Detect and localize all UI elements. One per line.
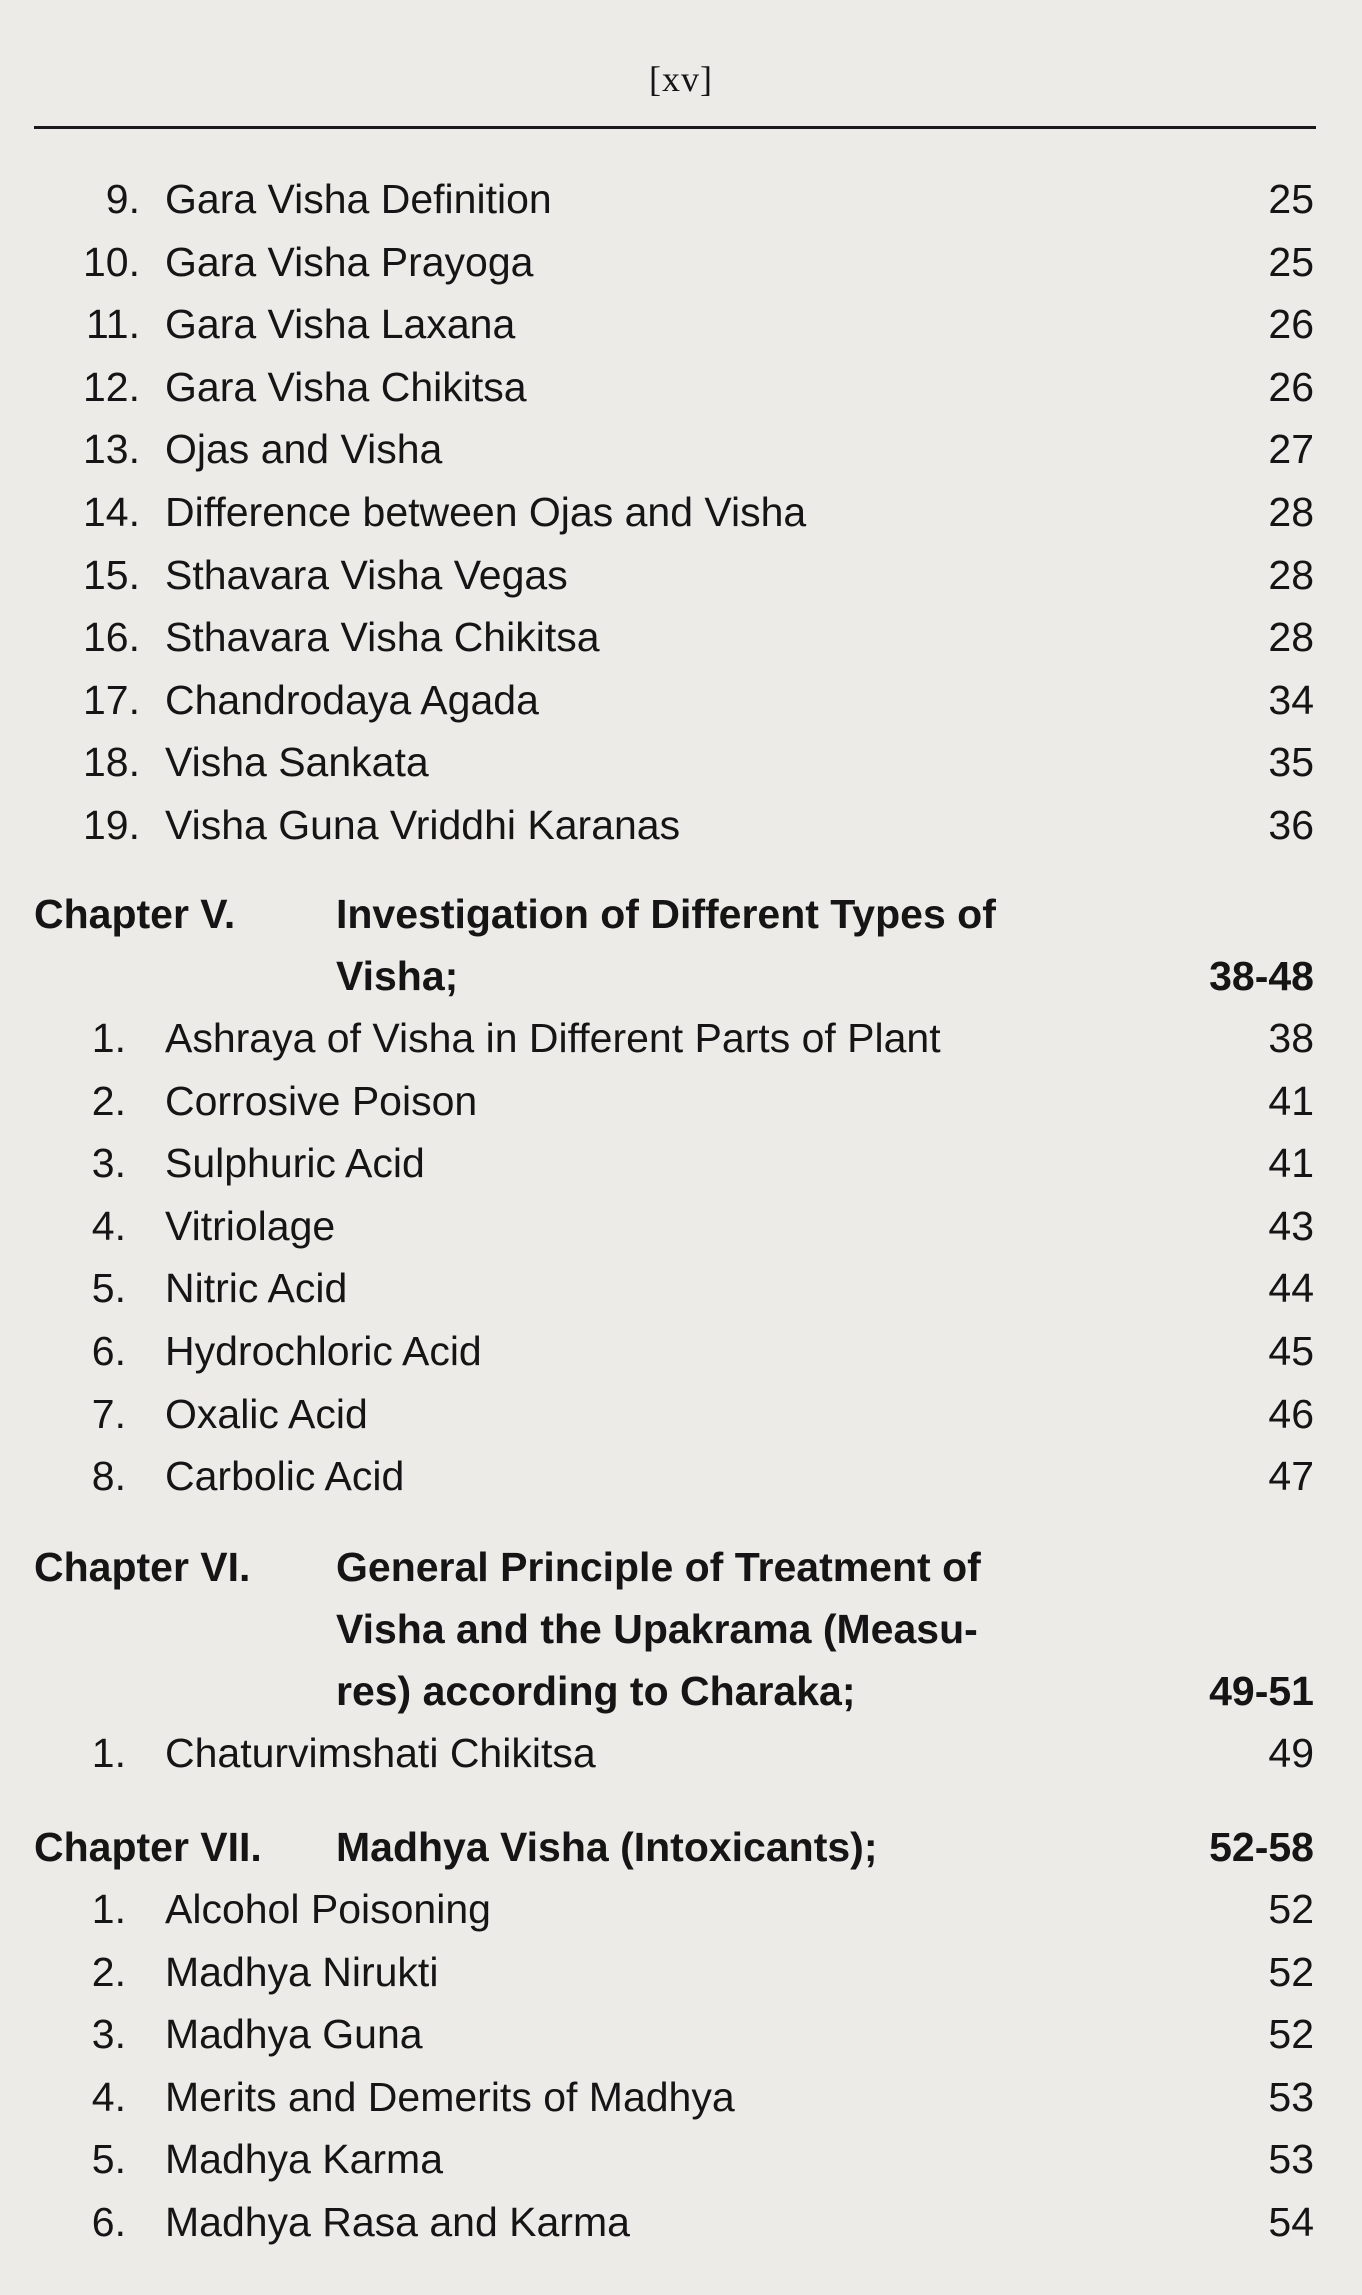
chapter-page-range: 52-58 xyxy=(1209,1824,1314,1870)
entry-number: 12. xyxy=(83,363,140,410)
entry-title: Gara Visha Laxana xyxy=(165,301,516,348)
entry-number: 5. xyxy=(91,1265,126,1312)
entry-page-number: 45 xyxy=(1268,1328,1314,1374)
entry-number: 17. xyxy=(83,676,140,723)
toc-entry[interactable] xyxy=(0,1197,1362,1255)
chapter-title: res) according to Charaka; xyxy=(336,1668,856,1714)
entry-number: 19. xyxy=(83,802,140,848)
entry-number: 10. xyxy=(83,238,140,285)
entry-title: Gara Visha Definition xyxy=(165,176,552,222)
entry-title: Difference between Ojas and Visha xyxy=(165,489,807,535)
toc-entry[interactable] xyxy=(0,483,1362,541)
entry-page-number: 53 xyxy=(1268,2136,1314,2183)
chapter-heading-line xyxy=(0,1538,1362,1596)
entry-number: 1. xyxy=(91,1886,126,1932)
entry-number: 2. xyxy=(91,1948,126,1995)
entry-page-number: 49 xyxy=(1268,1730,1314,1776)
toc-entry[interactable] xyxy=(0,420,1362,478)
entry-page-number: 44 xyxy=(1268,1265,1314,1312)
entry-number: 4. xyxy=(91,1202,126,1249)
toc-entry[interactable] xyxy=(0,1385,1362,1443)
entry-page-number: 27 xyxy=(1268,426,1314,473)
entry-title: Visha Sankata xyxy=(165,739,429,786)
entry-number: 16. xyxy=(83,614,140,661)
toc-entry[interactable] xyxy=(0,1943,1362,2001)
entry-page-number: 52 xyxy=(1268,1948,1314,1995)
toc-entry[interactable] xyxy=(0,1009,1362,1067)
toc-entry[interactable] xyxy=(0,358,1362,416)
entry-title: Oxalic Acid xyxy=(165,1390,368,1437)
entry-number: 18. xyxy=(83,739,140,786)
toc-entry[interactable] xyxy=(0,1724,1362,1782)
entry-title: Chandrodaya Agada xyxy=(165,676,539,723)
toc-entry[interactable] xyxy=(0,1259,1362,1317)
entry-title: Alcohol Poisoning xyxy=(165,1886,491,1932)
entry-title: Ashraya of Visha in Different Parts of Plant xyxy=(165,1015,941,1061)
entry-page-number: 34 xyxy=(1268,676,1314,723)
chapter-title: General Principle of Treatment of xyxy=(336,1544,981,1590)
chapter-heading-line xyxy=(0,1662,1362,1720)
entry-title: Sthavara Visha Chikitsa xyxy=(165,614,600,661)
entry-number: 6. xyxy=(91,2199,126,2245)
entry-number: 6. xyxy=(91,1328,126,1374)
entry-title: Chaturvimshati Chikitsa xyxy=(165,1730,596,1776)
entry-title: Hydrochloric Acid xyxy=(165,1328,482,1374)
chapter-heading-line xyxy=(0,947,1362,1005)
chapter-label: Chapter VII. xyxy=(34,1824,262,1870)
toc-entry[interactable] xyxy=(0,796,1362,854)
entry-number: 3. xyxy=(91,2011,126,2058)
entry-title: Carbolic Acid xyxy=(165,1453,405,1500)
chapter-page-range: 38-48 xyxy=(1209,953,1314,999)
entry-title: Madhya Nirukti xyxy=(165,1948,439,1995)
chapter-title: Investigation of Different Types of xyxy=(336,891,996,937)
entry-number: 1. xyxy=(91,1015,126,1061)
entry-page-number: 43 xyxy=(1268,1202,1314,1249)
entry-page-number: 46 xyxy=(1268,1390,1314,1437)
toc-entry[interactable] xyxy=(0,1072,1362,1130)
chapter-title: Visha and the Upakrama (Measu- xyxy=(336,1606,978,1652)
entry-title: Sthavara Visha Vegas xyxy=(165,551,568,598)
entry-number: 1. xyxy=(91,1730,126,1776)
entry-page-number: 26 xyxy=(1268,363,1314,410)
entry-number: 2. xyxy=(91,1077,126,1124)
entry-number: 8. xyxy=(91,1453,126,1500)
entry-page-number: 53 xyxy=(1268,2073,1314,2120)
entry-page-number: 25 xyxy=(1268,176,1314,222)
entry-page-number: 54 xyxy=(1268,2199,1314,2245)
toc-entry[interactable] xyxy=(0,733,1362,791)
entry-title: Visha Guna Vriddhi Karanas xyxy=(165,802,681,848)
chapter-label: Chapter VI. xyxy=(34,1544,251,1590)
entry-title: Ojas and Visha xyxy=(165,426,443,473)
chapter-page-range: 49-51 xyxy=(1209,1668,1314,1714)
chapter-label: Chapter V. xyxy=(34,891,236,937)
entry-number: 13. xyxy=(83,426,140,473)
page-number-header: [xv] xyxy=(649,59,713,99)
toc-entry[interactable] xyxy=(0,546,1362,604)
entry-page-number: 36 xyxy=(1268,802,1314,848)
toc-entry[interactable] xyxy=(0,1134,1362,1192)
entry-number: 7. xyxy=(91,1390,126,1437)
toc-entry[interactable] xyxy=(0,1322,1362,1380)
entry-title: Corrosive Poison xyxy=(165,1077,478,1124)
entry-title: Vitriolage xyxy=(165,1202,336,1249)
toc-entry[interactable] xyxy=(0,2068,1362,2126)
entry-title: Gara Visha Prayoga xyxy=(165,238,534,285)
toc-entry[interactable] xyxy=(0,1880,1362,1938)
entry-number: 11. xyxy=(86,301,140,348)
toc-entry[interactable] xyxy=(0,2005,1362,2063)
toc-entry[interactable] xyxy=(0,1447,1362,1505)
entry-number: 15. xyxy=(83,551,140,598)
entry-number: 14. xyxy=(83,489,140,535)
entry-page-number: 25 xyxy=(1268,238,1314,285)
chapter-title: Madhya Visha (Intoxicants); xyxy=(336,1824,878,1870)
entry-page-number: 52 xyxy=(1268,2011,1314,2058)
entry-page-number: 41 xyxy=(1268,1077,1314,1124)
entry-number: 3. xyxy=(91,1140,126,1187)
entry-title: Sulphuric Acid xyxy=(165,1140,425,1187)
toc-entry[interactable] xyxy=(0,233,1362,291)
entry-title: Merits and Demerits of Madhya xyxy=(165,2073,735,2120)
entry-page-number: 41 xyxy=(1268,1140,1314,1187)
chapter-heading-line xyxy=(0,1600,1362,1658)
entry-title: Nitric Acid xyxy=(165,1265,348,1312)
entry-page-number: 35 xyxy=(1268,739,1314,786)
entry-title: Madhya Karma xyxy=(165,2136,444,2183)
toc-entry[interactable] xyxy=(0,671,1362,729)
entry-number: 9. xyxy=(105,176,140,222)
entry-title: Madhya Rasa and Karma xyxy=(165,2199,630,2245)
entry-page-number: 26 xyxy=(1268,301,1314,348)
toc-entry[interactable] xyxy=(0,170,1362,228)
chapter-title: Visha; xyxy=(336,953,459,999)
toc-entry[interactable] xyxy=(0,2130,1362,2188)
entry-page-number: 52 xyxy=(1268,1886,1314,1932)
entry-page-number: 28 xyxy=(1268,614,1314,661)
toc-entry[interactable] xyxy=(0,295,1362,353)
entry-page-number: 47 xyxy=(1268,1453,1314,1500)
toc-entry[interactable] xyxy=(0,2193,1362,2251)
entry-number: 4. xyxy=(91,2073,126,2120)
chapter-heading-line xyxy=(0,885,1362,943)
entry-number: 5. xyxy=(91,2136,126,2183)
toc-entry[interactable] xyxy=(0,608,1362,666)
entry-title: Madhya Guna xyxy=(165,2011,423,2058)
chapter-heading-line xyxy=(0,1818,1362,1876)
entry-page-number: 28 xyxy=(1268,489,1314,535)
entry-page-number: 28 xyxy=(1268,551,1314,598)
entry-page-number: 38 xyxy=(1268,1015,1314,1061)
entry-title: Gara Visha Chikitsa xyxy=(165,363,527,410)
